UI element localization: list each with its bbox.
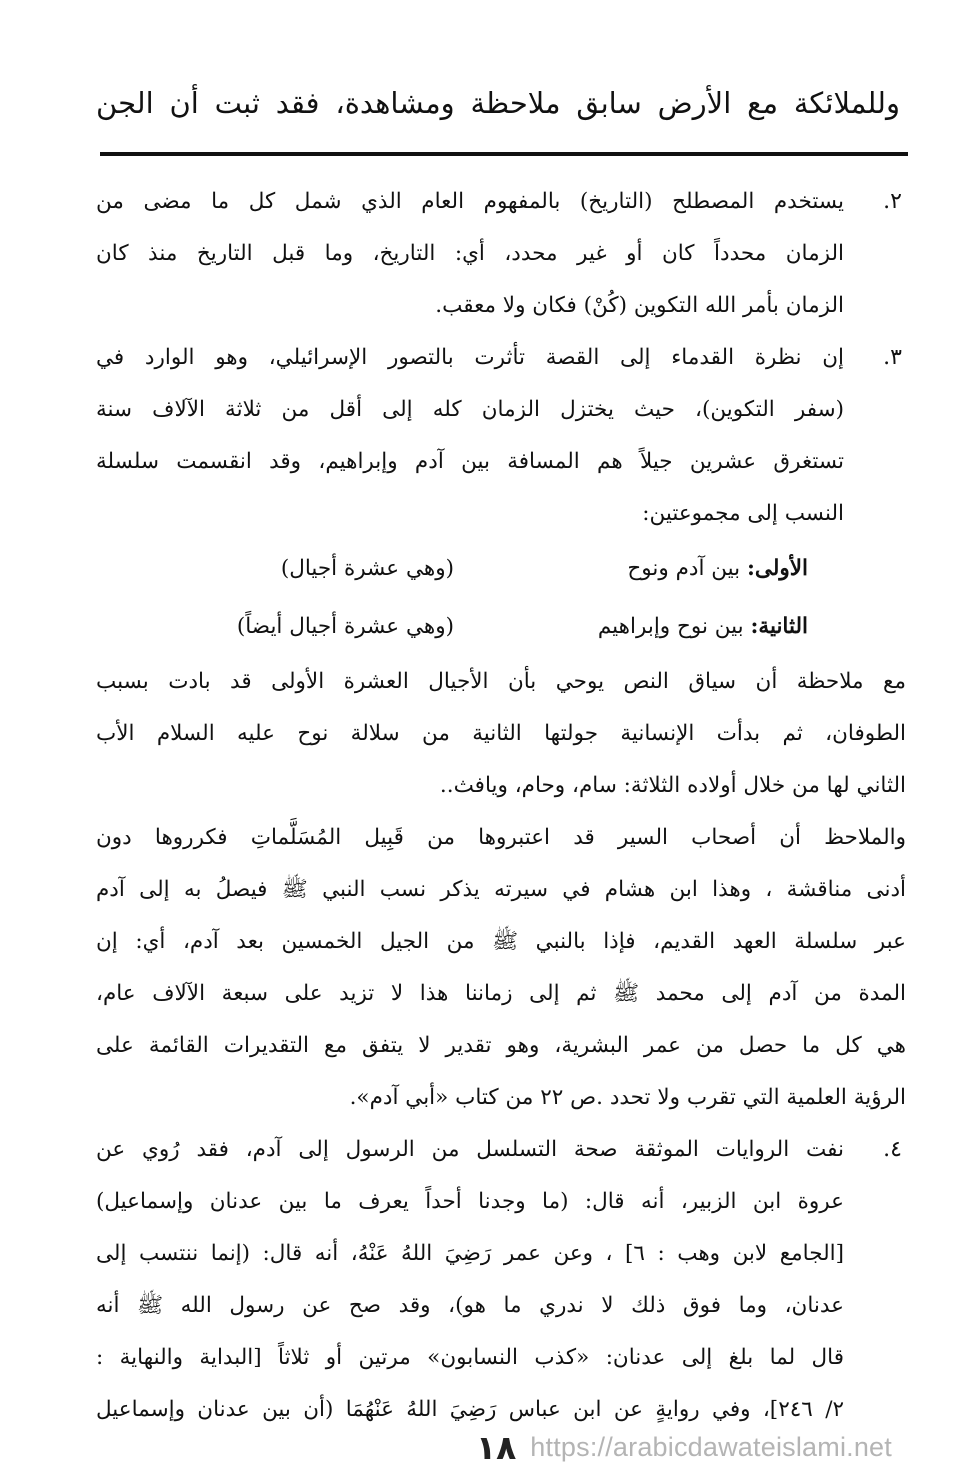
footnote-line: ٢/ ٢٤٦]، وفي روايةٍ عن ابن عباس رَضِيَ اللهُ عَنْهُمَا (أن بين عدنان وإسماعيل [96,1397,844,1422]
page-footer [476,1422,916,1472]
paragraph-line: الرؤية العلمية التي تقرب ولا تحدد .ص ٢٢ من كتاب «أبي آدم». [349,1085,906,1110]
footnote-line: قال لما بلغ إلى عدنان: «كذب النسابون» مرتين أو ثلاثاً [البداية والنهاية : [96,1345,844,1370]
page-number: ١٨ [476,1427,517,1467]
paragraph-line: والملاحظ أن أصحاب السير قد اعتبروها من قَبِيل المُسَلَّماتِ فكرروها دون [96,825,906,850]
paragraph-line: الثاني لها من خلال أولاده الثلاثة: سام، وحام، ويافث.. [439,773,906,798]
group-span: بين آدم ونوح [627,556,741,581]
footnote-line: يستخدم المصطلح (التاريخ) بالمفهوم العام الذي شمل كل ما مضى من [96,189,844,214]
footnote-4 [96,1124,906,1436]
paragraph-line: مع ملاحظة أن سياق النص يوحي بأن الأجيال العشرة الأولى قد بادت بسبب [96,669,906,694]
footnote-number: ٢. [883,189,902,214]
generation-group-first [96,540,906,598]
footnote-3 [96,332,906,540]
footnote-line: عدنان، وما فوق ذلك لا ندري ما هو)، وقد صح عن رسول الله ﷺ أنه [96,1293,844,1318]
paragraph-line: المدة من آدم إلى محمد ﷺ ثم إلى زماننا هذا لا تزيد على سبعة الآلاف عام، [96,981,906,1006]
generation-group-second [96,598,906,656]
footnote-number: ٤. [883,1137,902,1162]
footnotes-section [96,176,906,1436]
footnote-line: إن نظرة القدماء إلى القصة تأثرت بالتصور الإسرائيلي، وهو الوارد في [96,345,844,370]
paragraph-line: عبر سلسلة العهد القديم، فإذا بالنبي ﷺ من الجيل الخمسين بعد آدم، أي: إن [96,929,906,954]
paragraph-line: أدنى مناقشة ، وهذا ابن هشام في سيرته يذكر نسب النبي ﷺ فيصلُ به إلى آدم [96,877,906,902]
footnote-line: [الجامع لابن وهب : ٦] ، وعن عمر رَضِيَ اللهُ عَنْهُ، أنه قال: (إنما ننتسب إلى [96,1241,844,1266]
footnote-separator-rule [100,152,908,156]
group-label: الثانية: [750,614,808,639]
watermark-url: https://arabicdawateislami.net [530,1431,892,1462]
footnote-line: النسب إلى مجموعتين: [642,501,844,526]
group-note: (وهي عشرة أجيال أيضاً) [236,614,454,639]
footnote-line: تستغرق عشرين جيلاً هم المسافة بين آدم وإبراهيم، وقد انقسمت سلسلة [96,449,844,474]
group-span: بين نوح وإبراهيم [597,614,744,639]
footnote-2 [96,176,906,332]
group-note: (وهي عشرة أجيال) [280,556,454,581]
footnote-line: نفت الروايات الموثقة صحة التسلسل من الرسول إلى آدم، فقد رُوي عن [96,1137,844,1162]
footnote-line: الزمان محدداً كان أو غير محدد، أي: التاريخ، وما قبل التاريخ منذ كان [96,241,844,266]
footnote-line: (سفر التكوين)، حيث يختزل الزمان كله إلى أقل من ثلاثة الآلاف سنة [96,397,844,422]
group-label: الأولى: [746,556,808,581]
footnote-3-paragraph-2 [96,812,906,1124]
paragraph-line: الطوفان، ثم بدأت الإنسانية جولتها الثانية من سلالة نوح عليه السلام الأب [96,721,906,746]
paragraph-line: هي كل ما حصل من عمر البشرية، وهو تقدير لا يتفق مع التقديرات القائمة على [96,1033,906,1058]
footnote-line: عروة ابن الزبير، أنه قال: (ما وجدنا أحداً يعرف ما بين عدنان وإسماعيل) [96,1189,844,1214]
footnote-number: ٣. [883,345,902,370]
footnote-line: الزمان بأمر الله التكوين (كُنْ) فكان ولا معقب. [435,293,844,318]
main-text-last-line: وللملائكة مع الأرض سابق ملاحظة ومشاهدة، فقد ثبت أن الجن [96,86,900,120]
footnote-3-paragraph-1 [96,656,906,812]
